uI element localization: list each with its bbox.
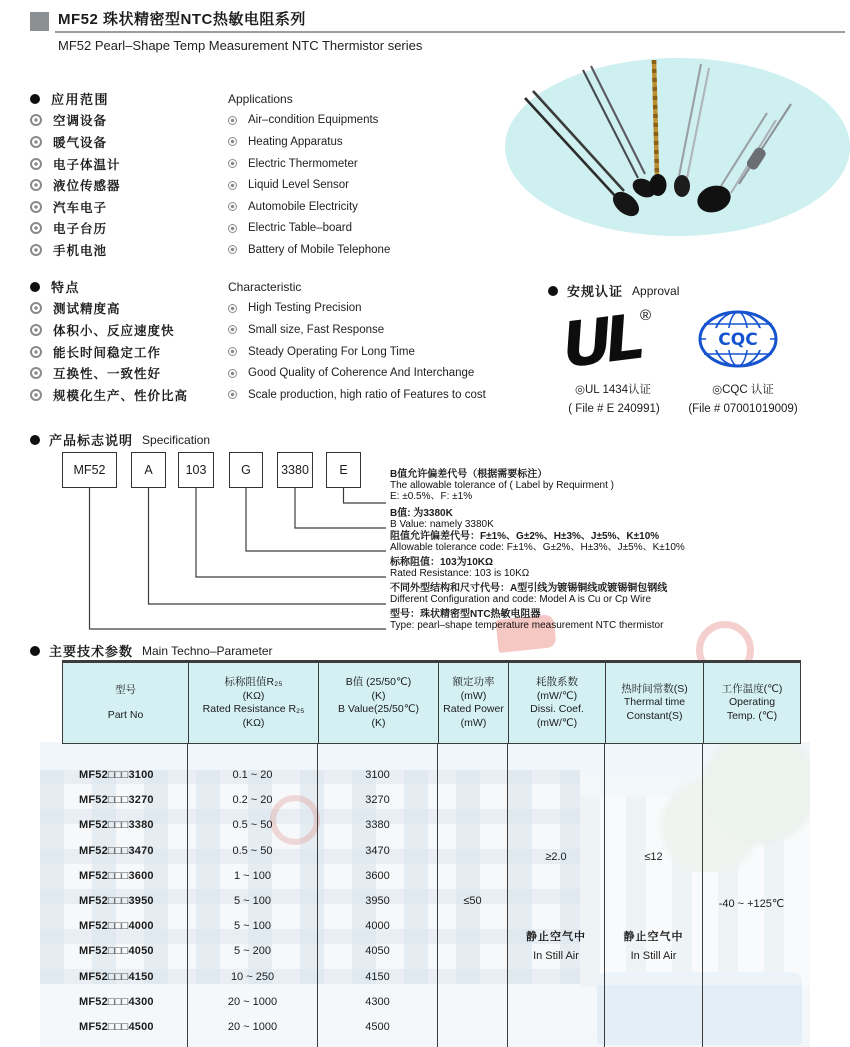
features-heading-en: Characteristic: [228, 279, 302, 294]
ring-bullet-icon: [228, 159, 237, 168]
list-item: 能长时间稳定工作: [30, 341, 188, 363]
table-row-r25: 5 ~ 100: [233, 920, 271, 933]
thermal-note-en: In Still Air: [630, 950, 677, 962]
table-row-b: 3270: [365, 794, 390, 807]
approval-heading: 安规认证 Approval: [548, 281, 679, 300]
ring-bullet-icon: [30, 346, 42, 358]
table-row-b: 3380: [365, 819, 390, 832]
list-item: 体积小、反应速度快: [30, 319, 188, 341]
table-row-part: MF52□□□3270: [79, 794, 154, 807]
applications-list-zh: [30, 88, 121, 261]
ul-cert-label: ◎UL 1434认证: [574, 384, 652, 396]
table-row-b: 4050: [365, 945, 390, 958]
table-row-r25: 10 ~ 250: [230, 970, 275, 983]
spec-annotation-rated-resistance: 标称阻值：103为10KΩ Rated Resistance: 103 is 10KΩ: [390, 557, 530, 579]
spec-box-3380: 3380: [277, 452, 313, 488]
ring-bullet-icon: [228, 181, 237, 190]
spec-annotation-configuration: 不同外型结构和尺寸代号：A型引线为镀锡铜线或镀锡铜包钢线 Different Configuration and code: Model A is Cu or Cp Wire: [390, 583, 668, 605]
spec-annotation-type: 型号：珠状精密型NTC热敏电阻器 Type: pearl–shape temperature measurement NTC thermistor: [390, 609, 664, 631]
title-divider: [55, 31, 845, 33]
list-item: Heating Apparatus: [228, 131, 390, 153]
ul-file-number: ( File # E 240991): [568, 403, 660, 415]
table-row-b: 4150: [365, 970, 390, 983]
list-item: 液位传感器: [30, 174, 121, 196]
list-item: 空调设备: [30, 110, 121, 132]
col-header-rated-resistance: 标称阻值R₂₅ (KΩ) Rated Resistance R₂₅ (KΩ): [189, 663, 319, 743]
table-row-r25: 5 ~ 100: [233, 894, 271, 907]
cqc-file-number: (File # 07001019009): [688, 403, 798, 415]
table-row-b: 3950: [365, 894, 390, 907]
table-row-b: 4500: [365, 1020, 390, 1033]
section-dot-icon: [30, 435, 40, 445]
table-row-b: 3600: [365, 869, 390, 882]
cqc-cert-label: ◎CQC 认证: [712, 384, 774, 396]
registered-trademark-icon: ®: [640, 307, 652, 324]
ring-bullet-icon: [30, 244, 42, 256]
col-header-b-value: B值 (25/50℃) (K) B Value(25/50℃) (K): [319, 663, 439, 743]
applications-heading-en: Applications: [228, 91, 293, 106]
ring-bullet-icon: [30, 201, 42, 213]
spec-box-103: 103: [178, 452, 214, 488]
page-title-en: MF52 Pearl–Shape Temp Measurement NTC Thermistor series: [58, 38, 423, 53]
dissipation-value: ≥2.0: [545, 851, 567, 863]
ring-bullet-icon: [30, 158, 42, 170]
list-item: 暖气设备: [30, 131, 121, 153]
dissipation-column: [508, 744, 605, 1047]
rated-power-value: ≤50: [463, 895, 482, 907]
spec-box-e: E: [326, 452, 361, 488]
ring-bullet-icon: [228, 325, 237, 334]
table-row-part: MF52□□□4150: [79, 970, 154, 983]
list-item: Automobile Electricity: [228, 196, 390, 218]
table-header-row: [62, 660, 801, 744]
spec-annotation-b-value: B值: 为3380K B Value: namely 3380K: [390, 508, 494, 530]
ring-bullet-icon: [228, 116, 237, 125]
spec-annotation-tolerance-code: 阻值允许偏差代号：F±1%、G±2%、H±3%、J±5%、K±10% Allowable tolerance code: F±1%、G±2%、H±3%、J±5%、K±10%: [390, 531, 685, 553]
list-item: Steady Operating For Long Time: [228, 341, 486, 363]
features-list-en: [228, 276, 486, 406]
table-row-part: MF52□□□4300: [79, 995, 154, 1008]
ring-bullet-icon: [30, 324, 42, 336]
table-row-r25: 5 ~ 200: [233, 945, 271, 958]
list-item: 互换性、一致性好: [30, 362, 188, 384]
table-row-b: 3100: [365, 769, 390, 781]
ring-bullet-icon: [228, 137, 237, 146]
rated-power-column: [438, 744, 508, 1047]
col-header-thermal-time: 热时间常数(S) Thermal time Constant(S): [606, 663, 704, 743]
thermal-note-zh: 静止空气中: [623, 931, 684, 943]
operating-temp-column: [703, 744, 800, 1047]
list-item: Air–condition Equipments: [228, 110, 390, 132]
resistance-column: [188, 744, 318, 1047]
thermal-time-column: [605, 744, 703, 1047]
table-row-r25: 0.5 ~ 50: [232, 844, 273, 857]
ring-bullet-icon: [30, 367, 42, 379]
table-row-part: MF52□□□4500: [79, 1020, 154, 1033]
product-photo: [505, 58, 850, 236]
ring-bullet-icon: [30, 136, 42, 148]
ring-bullet-icon: [228, 304, 237, 313]
spec-box-a: A: [131, 452, 166, 488]
list-item: Electric Thermometer: [228, 153, 390, 175]
dissipation-note-zh: 静止空气中: [526, 931, 586, 943]
table-row-r25: 0.2 ~ 20: [232, 794, 273, 807]
ring-bullet-icon: [30, 222, 42, 234]
operating-temp-value: -40 ~ +125℃: [718, 898, 785, 910]
spec-box-g: G: [229, 452, 263, 488]
param-table: [62, 660, 801, 1047]
title-square-marker: [30, 12, 49, 31]
col-header-dissipation: 耗散系数 (mW/℃) Dissi. Coef. (mW/℃): [509, 663, 606, 743]
list-item: Electric Table–board: [228, 218, 390, 240]
table-row-b: 3470: [365, 844, 390, 857]
list-item: High Testing Precision: [228, 298, 486, 320]
list-item: Small size, Fast Response: [228, 319, 486, 341]
table-row-r25: 20 ~ 1000: [227, 995, 278, 1008]
table-row-part: MF52□□□3380: [79, 819, 154, 832]
spec-box-mf52: MF52: [62, 452, 117, 488]
table-row-b: 4300: [365, 995, 390, 1008]
col-header-operating-temp: 工作温度(℃) Operating Temp. (℃): [704, 663, 801, 743]
applications-heading-zh: 应用范围: [30, 88, 121, 110]
spec-heading: 产品标志说明 Specification: [30, 430, 210, 449]
list-item: 测试精度高: [30, 298, 188, 320]
spec-annotation-tolerance-b: B值允许偏差代号（根据需要标注） The allowable tolerance of ( Label by Requirment ) E: ±0.5%、F: ±1%: [390, 469, 615, 502]
table-row-part: MF52□□□4050: [79, 945, 154, 958]
section-dot-icon: [30, 94, 40, 104]
list-item: 电子台历: [30, 218, 121, 240]
table-row-part: MF52□□□3470: [79, 844, 154, 857]
table-row-r25: 20 ~ 1000: [227, 1020, 278, 1033]
table-row-part: MF52□□□3600: [79, 869, 154, 882]
list-item: 规模化生产、性价比高: [30, 384, 188, 406]
section-dot-icon: [30, 282, 40, 292]
b-value-column: [318, 744, 438, 1047]
list-item: Liquid Level Sensor: [228, 174, 390, 196]
ring-bullet-icon: [228, 224, 237, 233]
col-header-rated-power: 额定功率 (mW) Rated Power (mW): [439, 663, 509, 743]
thermistor-4: [674, 64, 709, 197]
ring-bullet-icon: [228, 202, 237, 211]
table-row-part: MF52□□□4000: [79, 920, 154, 933]
list-item: 汽车电子: [30, 196, 121, 218]
ring-bullet-icon: [30, 114, 42, 126]
page-title-zh: MF52 珠状精密型NTC热敏电阻系列: [58, 11, 306, 28]
thermistor-3: [650, 60, 667, 196]
thermistor-2: [583, 66, 659, 201]
thermistor-illustration: [505, 58, 850, 236]
section-dot-icon: [30, 646, 40, 656]
list-item: 手机电池: [30, 239, 121, 261]
table-row-r25: 1 ~ 100: [233, 869, 271, 882]
list-item: Battery of Mobile Telephone: [228, 239, 390, 261]
features-heading-zh: 特点: [30, 276, 188, 298]
dissipation-note-en: In Still Air: [533, 950, 579, 962]
section-dot-icon: [548, 286, 558, 296]
list-item: 电子体温计: [30, 153, 121, 175]
ul-logo: [560, 302, 656, 383]
thermistor-5: [694, 113, 776, 217]
ring-bullet-icon: [30, 179, 42, 191]
applications-list-en: [228, 88, 390, 261]
ring-bullet-icon: [228, 347, 237, 356]
ul-logo-letters: UL: [560, 302, 643, 378]
list-item: Scale production, high ratio of Features to cost: [228, 384, 486, 406]
part-no-column: [62, 744, 188, 1047]
table-row-b: 4000: [365, 920, 390, 933]
table-row-part: MF52□□□3100: [79, 769, 154, 781]
col-header-part-no: 型号 Part No: [63, 663, 189, 743]
ring-bullet-icon: [30, 302, 42, 314]
ring-bullet-icon: [30, 389, 42, 401]
table-row-r25: 0.1 ~ 20: [232, 769, 273, 781]
ring-bullet-icon: [228, 245, 237, 254]
ring-bullet-icon: [228, 369, 237, 378]
table-row-part: MF52□□□3950: [79, 894, 154, 907]
thermal-time-value: ≤12: [644, 851, 663, 863]
table-body: [62, 744, 801, 1047]
ring-bullet-icon: [228, 390, 237, 399]
list-item: Good Quality of Coherence And Interchange: [228, 362, 486, 384]
table-row-r25: 0.5 ~ 50: [232, 819, 273, 832]
cqc-logo-letters: CQC: [718, 330, 758, 350]
table-heading: 主要技术参数 Main Techno–Parameter: [30, 641, 273, 660]
features-list-zh: [30, 276, 188, 406]
cqc-logo: [697, 310, 779, 373]
